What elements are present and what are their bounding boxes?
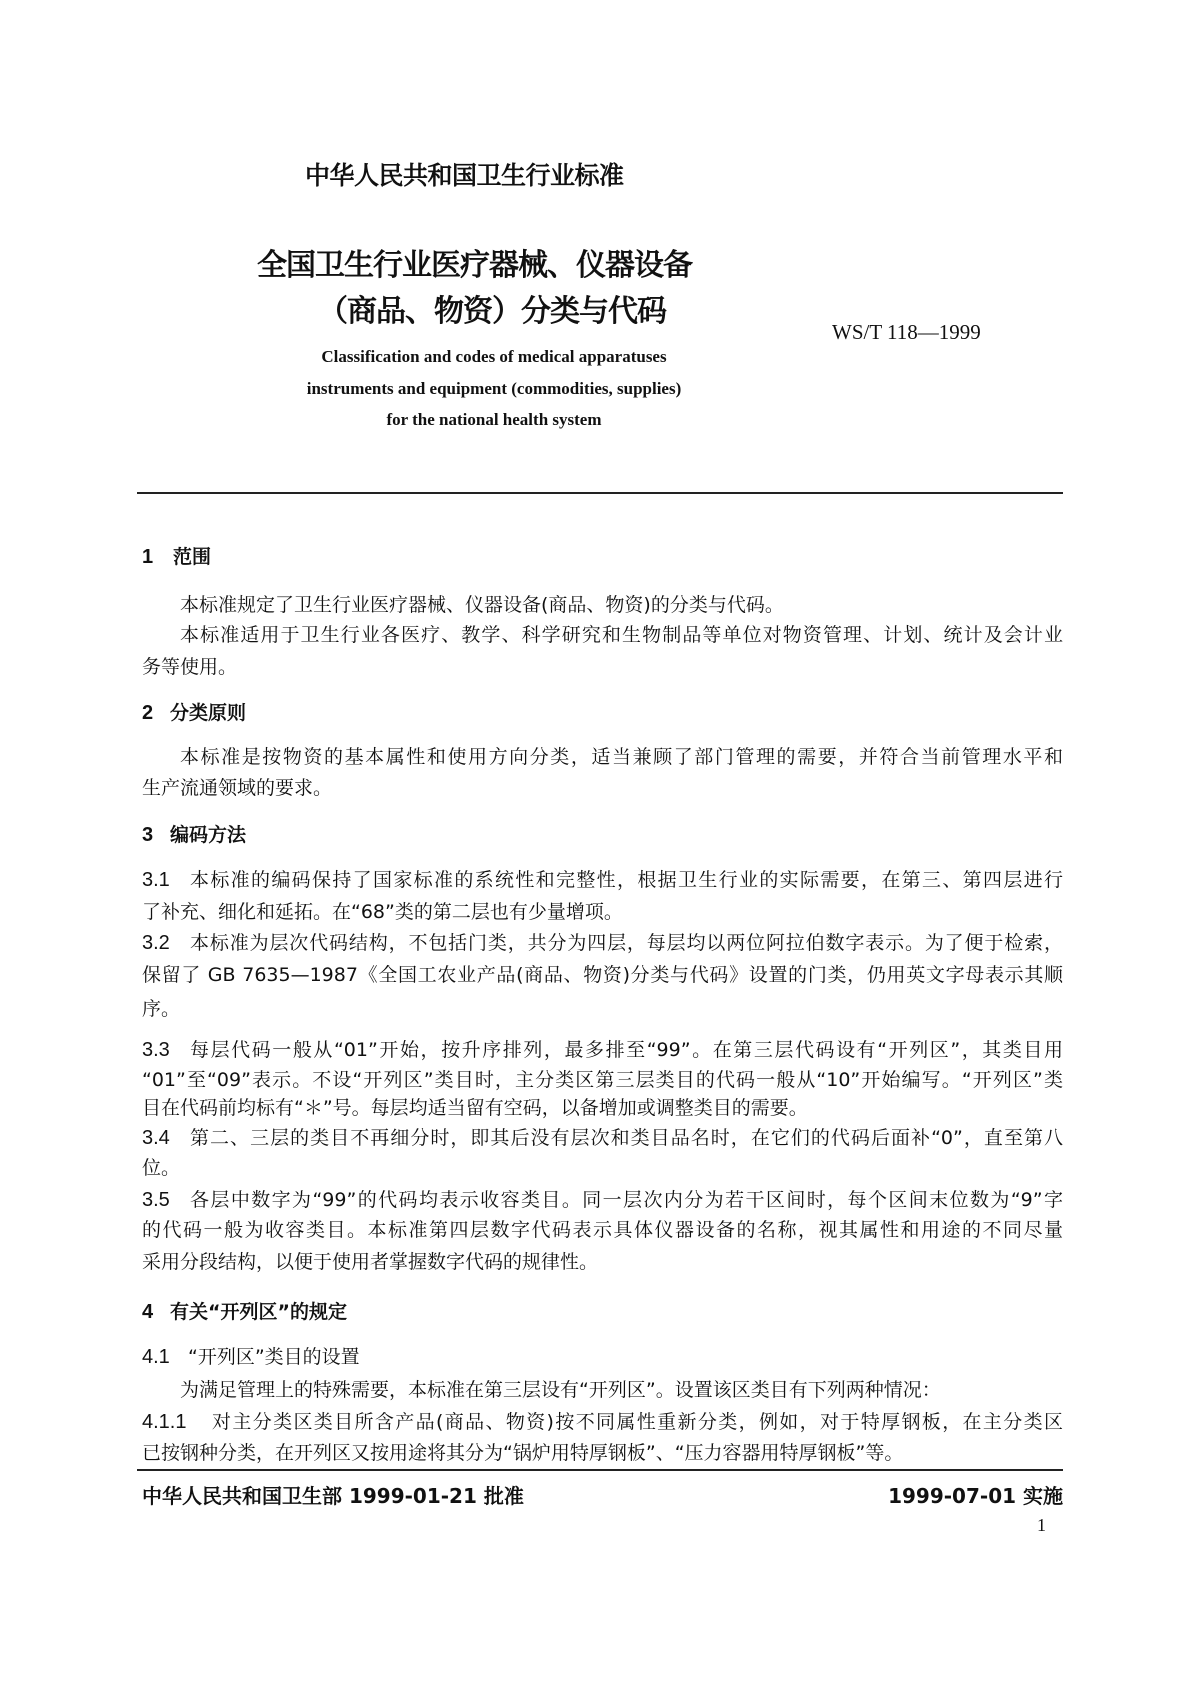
body-line: 采用分段结构，以便于使用者掌握数字代码的规律性。 bbox=[142, 1251, 599, 1273]
body-line: 各层中数字为“99”的代码均表示收容类目。同一层次内分为若干区间时，每个区间末位数为“9”字 bbox=[190, 1189, 1063, 1211]
body-line: 生产流通领域的要求。 bbox=[142, 777, 333, 799]
clause-number: 3.3 bbox=[142, 1039, 170, 1061]
clause-number: 3.1 bbox=[142, 869, 170, 891]
body-line: 为满足管理上的特殊需要，本标准在第三层设有“开列区”。设置该区类目有下列两种情况： bbox=[180, 1379, 941, 1401]
english-title-line: for the national health system bbox=[386, 410, 602, 429]
section-heading: 范围 bbox=[173, 546, 212, 568]
clause-number: 4.1.1 bbox=[142, 1411, 187, 1433]
body-line: 了补充、细化和延拓。在“68”类的第二层也有少量增项。 bbox=[142, 901, 623, 923]
clause-heading: “开列区”类目的设置 bbox=[188, 1346, 360, 1368]
approval-date: 中华人民共和国卫生部 1999-01-21 批准 bbox=[142, 1484, 524, 1508]
header-divider bbox=[137, 492, 1063, 494]
section-heading: 有关“开列区”的规定 bbox=[170, 1301, 347, 1323]
body-line: 本标准为层次代码结构，不包括门类，共分为四层，每层均以两位阿拉伯数字表示。为了便于检索， bbox=[190, 932, 1063, 954]
clause-number: 3.5 bbox=[142, 1189, 170, 1211]
body-line: “01”至“09”表示。不设“开列区”类目时，主分类区第三层类目的代码一般从“10”开始编写。“开列区”类 bbox=[142, 1069, 1063, 1091]
section-heading: 编码方法 bbox=[170, 824, 247, 846]
english-title-line: instruments and equipment (commodities, supplies) bbox=[306, 379, 682, 398]
section-heading: 分类原则 bbox=[170, 702, 247, 724]
body-line: 每层代码一般从“01”开始，按升序排列，最多排至“99”。在第三层代码设有“开列区”，其类目用 bbox=[190, 1039, 1063, 1061]
section-number: 2 bbox=[142, 702, 154, 724]
clause-number: 4.1 bbox=[142, 1346, 170, 1368]
page-number: 1 bbox=[1037, 1515, 1046, 1535]
body-line: 本标准规定了卫生行业医疗器械、仪器设备(商品、物资)的分类与代码。 bbox=[180, 594, 784, 616]
effective-date: 1999-07-01 实施 bbox=[888, 1484, 1063, 1508]
body-line: 保留了 GB 7635—1987《全国工农业产品(商品、物资)分类与代码》设置的门类，仍用英文字母表示其顺 bbox=[142, 964, 1063, 986]
section-number: 3 bbox=[142, 824, 154, 846]
body-line: 序。 bbox=[142, 998, 181, 1020]
section-number: 4 bbox=[142, 1301, 154, 1323]
clause-number: 3.4 bbox=[142, 1127, 170, 1149]
standard-code: WS/T 118—1999 bbox=[832, 320, 981, 344]
body-line: 目在代码前均标有“＊”号。每层均适当留有空码，以备增加或调整类目的需要。 bbox=[142, 1097, 808, 1119]
clause-number: 3.2 bbox=[142, 932, 170, 954]
body-line: 务等使用。 bbox=[142, 656, 238, 678]
body-line: 本标准适用于卫生行业各医疗、教学、科学研究和生物制品等单位对物资管理、计划、统计及会计业 bbox=[180, 624, 1063, 646]
footer-divider bbox=[137, 1469, 1063, 1471]
body-line: 已按钢种分类，在开列区又按用途将其分为“锅炉用特厚钢板”、“压力容器用特厚钢板”等。 bbox=[142, 1442, 904, 1464]
issuer-heading: 中华人民共和国卫生行业标准 bbox=[305, 161, 624, 190]
body-line: 第二、三层的类目不再细分时，即其后没有层次和类目品名时，在它们的代码后面补“0”，直至第八 bbox=[190, 1127, 1063, 1149]
body-line: 本标准的编码保持了国家标准的系统性和完整性，根据卫生行业的实际需要，在第三、第四层进行 bbox=[190, 869, 1063, 891]
body-line: 本标准是按物资的基本属性和使用方向分类，适当兼顾了部门管理的需要，并符合当前管理水平和 bbox=[180, 746, 1063, 768]
body-line: 的代码一般为收容类目。本标准第四层数字代码表示具体仪器设备的名称，视其属性和用途的不同尽量 bbox=[142, 1219, 1063, 1241]
title-line-2: （商品、物资）分类与代码 bbox=[318, 294, 666, 329]
body-line: 对主分类区类目所含产品(商品、物资)按不同属性重新分类，例如，对于特厚钢板，在主分类区 bbox=[212, 1411, 1063, 1433]
section-number: 1 bbox=[142, 546, 154, 568]
title-line-1: 全国卫生行业医疗器械、仪器设备 bbox=[257, 248, 692, 283]
body-line: 位。 bbox=[142, 1157, 181, 1179]
english-title-line: Classification and codes of medical apparatuses bbox=[321, 347, 667, 366]
